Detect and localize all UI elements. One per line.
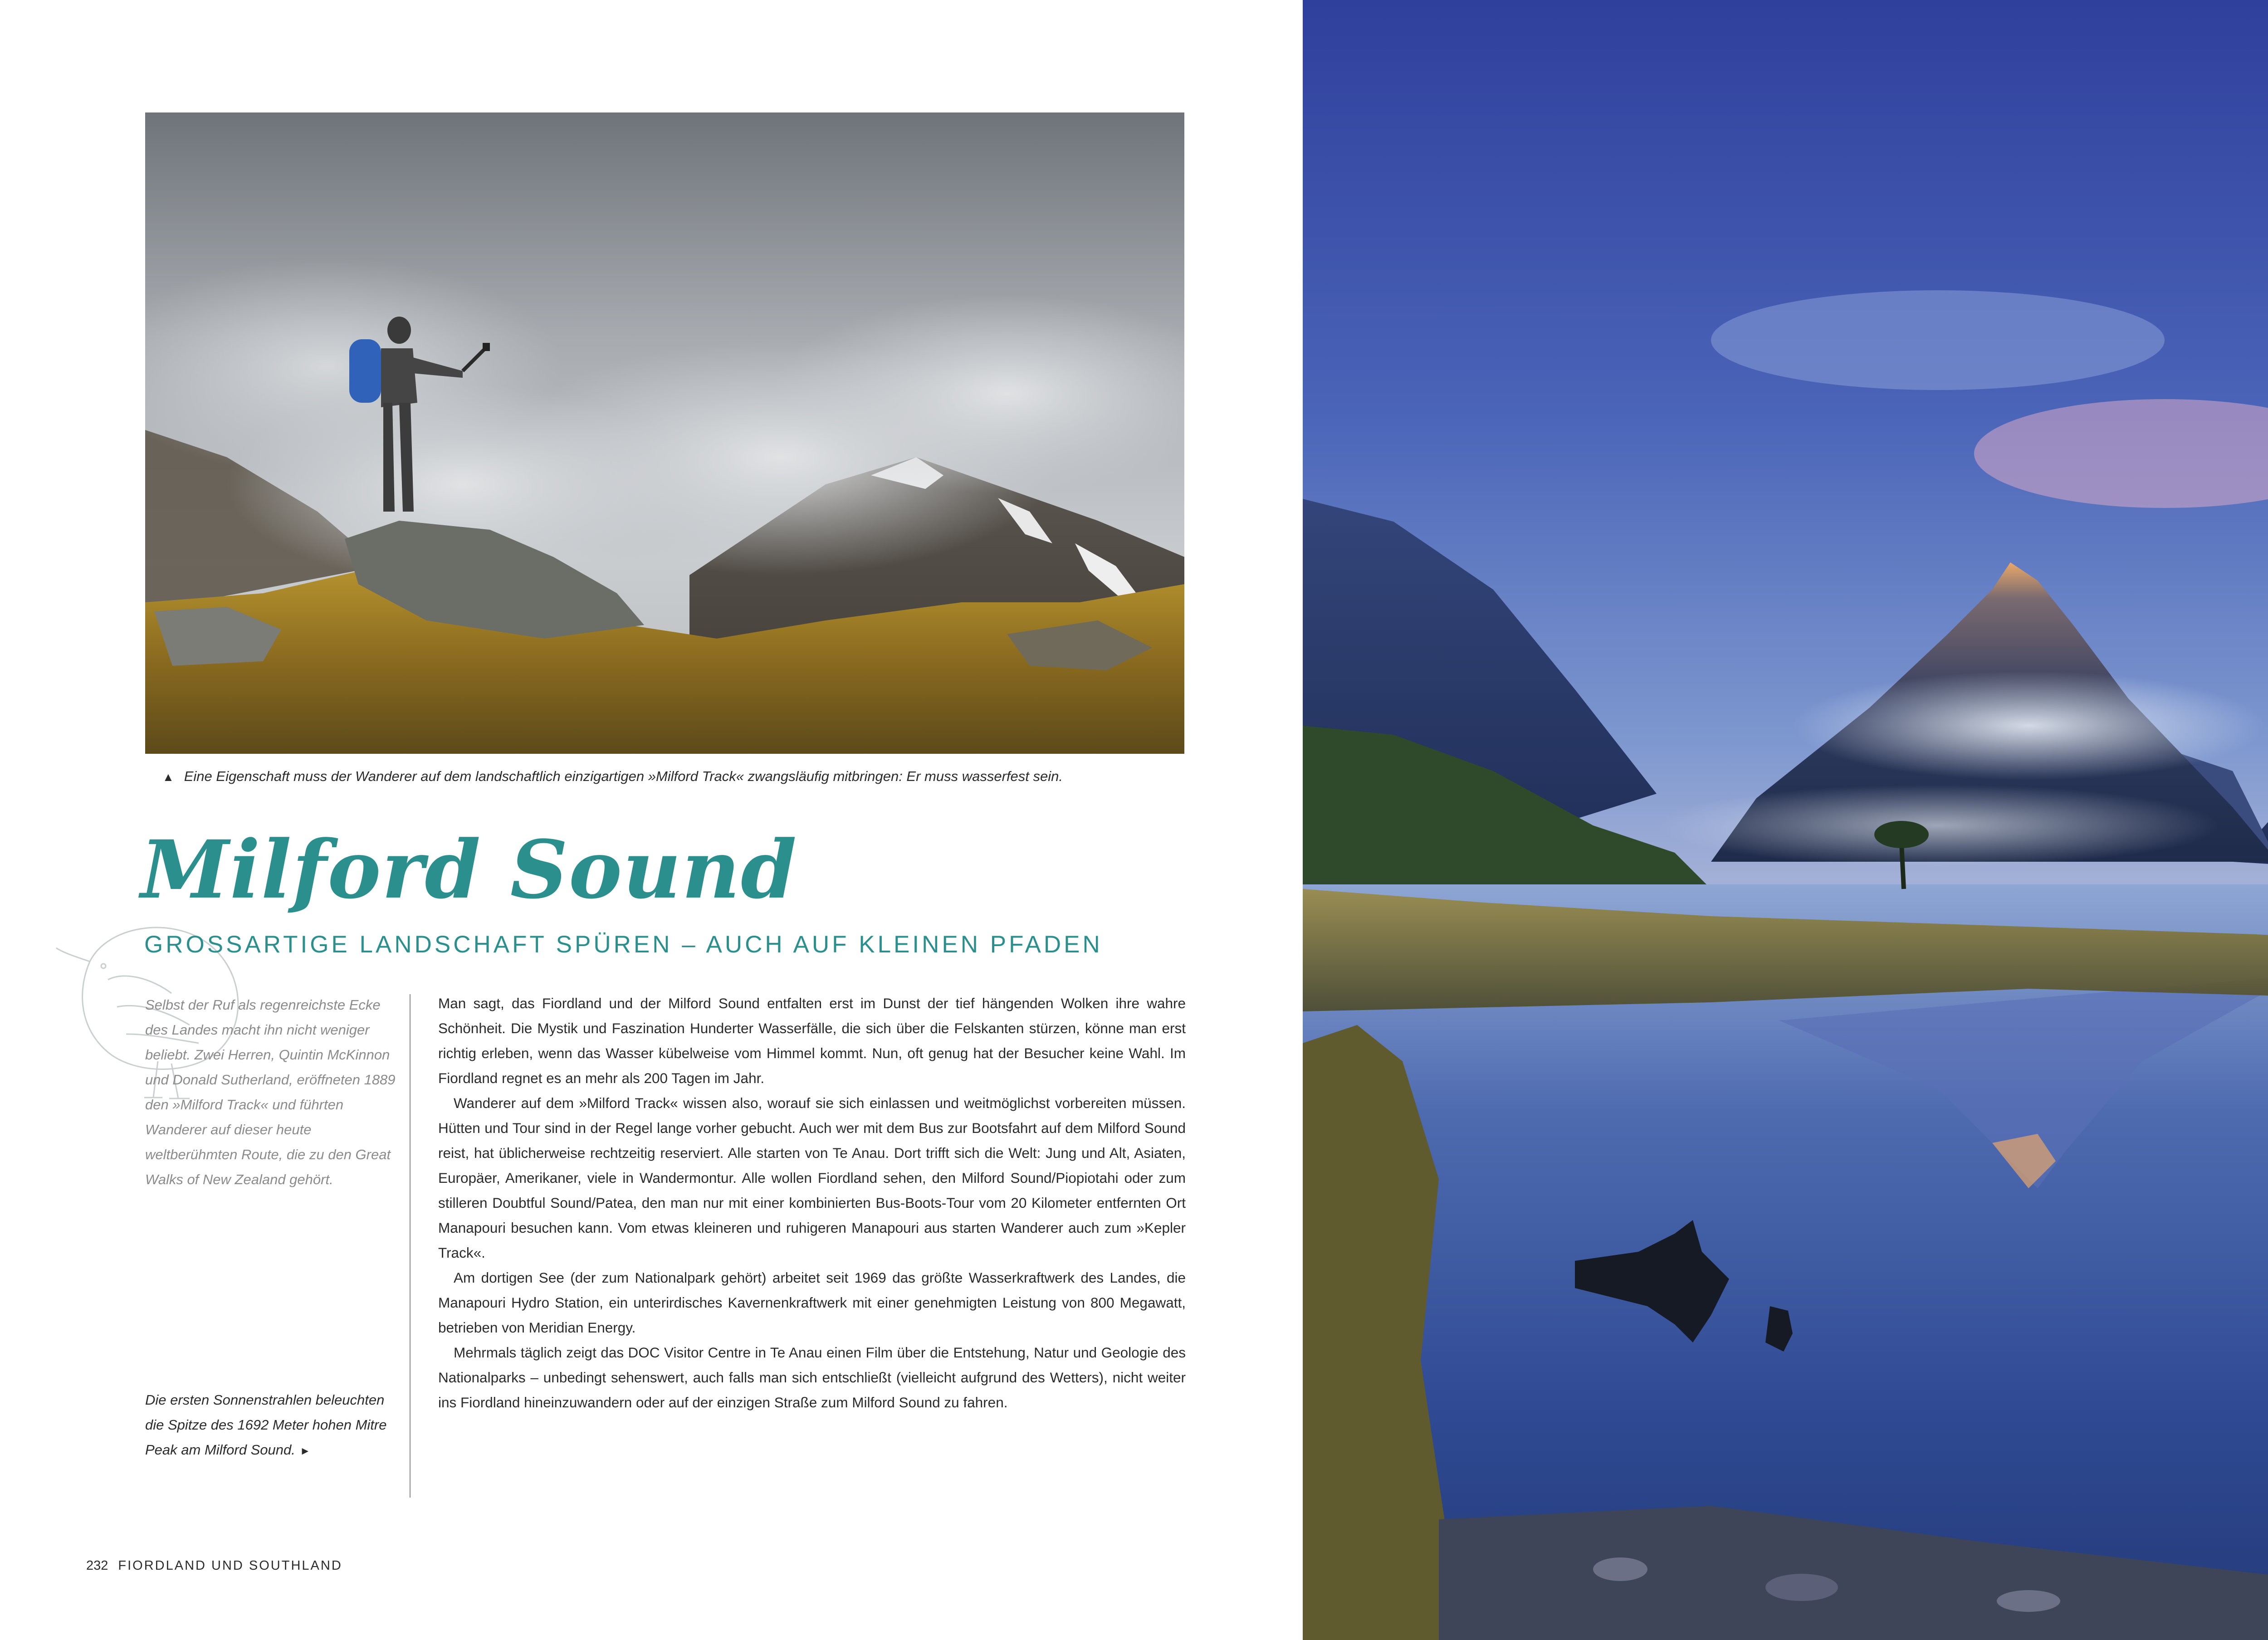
triangle-up-icon: ▲ <box>162 770 174 784</box>
chapter-subtitle: GROSSARTIGE LANDSCHAFT SPÜREN – AUCH AUF KLEINEN PFADEN <box>144 931 1103 958</box>
body-paragraph: Wanderer auf dem »Milford Track« wissen also, worauf sie sich einlassen und weitmöglichst vorbereiten müssen. Hütten und Tour sind in der Regel lange vorher gebucht. Auch wer mit dem Bus zur Bootsfahrt auf dem Milford Sound reist, hat üblicherweise rechtzeitig reserviert. Alle starten von Te Anau. Dort trifft sich die Welt: Jung und Alt, Asiaten, Europäer, Amerikaner, viele in Wandermontur. Alle wollen Fiordland sehen, den Milford Sound/Piopiotahi oder zum stilleren Doubtful Sound/Patea, den man nur mit einer kombinierten Bus-Boots-Tour vom 20 Kilometer entfernten Ort Manapouri besuchen kann. Vom etwas kleineren und ruhigeren Manapouri aus starten Wanderer auch zum »Kepler Track«. <box>438 1095 1186 1261</box>
mitre-peak-photo <box>1303 0 2268 1640</box>
body-paragraph: Am dortigen See (der zum Nationalpark gehört) arbeitet seit 1969 das größte Wasserkraftwerk des Landes, die Manapouri Hydro Station, ein unterirdisches Kavernenkraftwerk mit einer genehmigten Leistung von 800 Megawatt, betrieben von Meridian Energy. <box>438 1269 1186 1336</box>
body-paragraph: Man sagt, das Fiordland und der Milford Sound entfalten erst im Dunst der tief hängenden Wolken ihre wahre Schönheit. Die Mystik und Faszination Hunderter Wasserfälle, die sich über die Felskanten stürzen, könne man erst richtig erleben, wenn das Wasser kübelweise vom Himmel kommt. Nun, oft genug hat der Besucher keine Wahl. Im Fiordland regnet es an mehr als 200 Tagen im Jahr. <box>438 995 1186 1086</box>
page-number: 232 <box>86 1558 108 1573</box>
chapter-title: Milford Sound <box>141 823 798 917</box>
body-paragraph: Mehrmals täglich zeigt das DOC Visitor Centre in Te Anau einen Film über die Entstehung, Natur und Geologie des Nationalparks – unbedingt sehenswert, auch falls man sich entschließt (vielleicht aufgrund des Wetters), nicht weiter ins Fiordland hineinzuwandern oder auf der einzigen Straße zum Milford Sound zu fahren. <box>438 1344 1186 1411</box>
body-text <box>438 991 1186 1415</box>
hiker-photo-illustration <box>145 112 1184 754</box>
running-head: FIORDLAND UND SOUTHLAND <box>118 1558 342 1573</box>
page-footer <box>86 1558 342 1573</box>
photo-caption <box>162 766 1188 787</box>
hiker-photo <box>145 112 1184 754</box>
sidebar-intro: Selbst der Ruf als regenreichste Ecke des Landes macht ihn nicht weniger beliebt. Zwei Herren, Quintin McKinnon und Donald Sutherland, eröffneten 1889 den »Milford Track« und führten Wanderer auf dieser heute weltberühmten Route, die zu den Great Walks of New Zealand gehört. <box>145 997 396 1187</box>
photo-caption-text: Eine Eigenschaft muss der Wanderer auf dem landschaftlich einzigartigen »Milford Track« zwangsläufig mitbringen: Er muss wasserfest sein. <box>184 768 1063 784</box>
sidebar-photo-caption-text: Die ersten Sonnenstrahlen beleuchten die Spitze des 1692 Meter hohen Mitre Peak am Milford Sound. <box>145 1392 387 1458</box>
mitre-peak-illustration <box>1303 0 2268 1640</box>
triangle-right-icon: ► <box>299 1445 311 1457</box>
column-divider <box>410 994 411 1498</box>
sidebar-photo-caption <box>145 1387 399 1464</box>
